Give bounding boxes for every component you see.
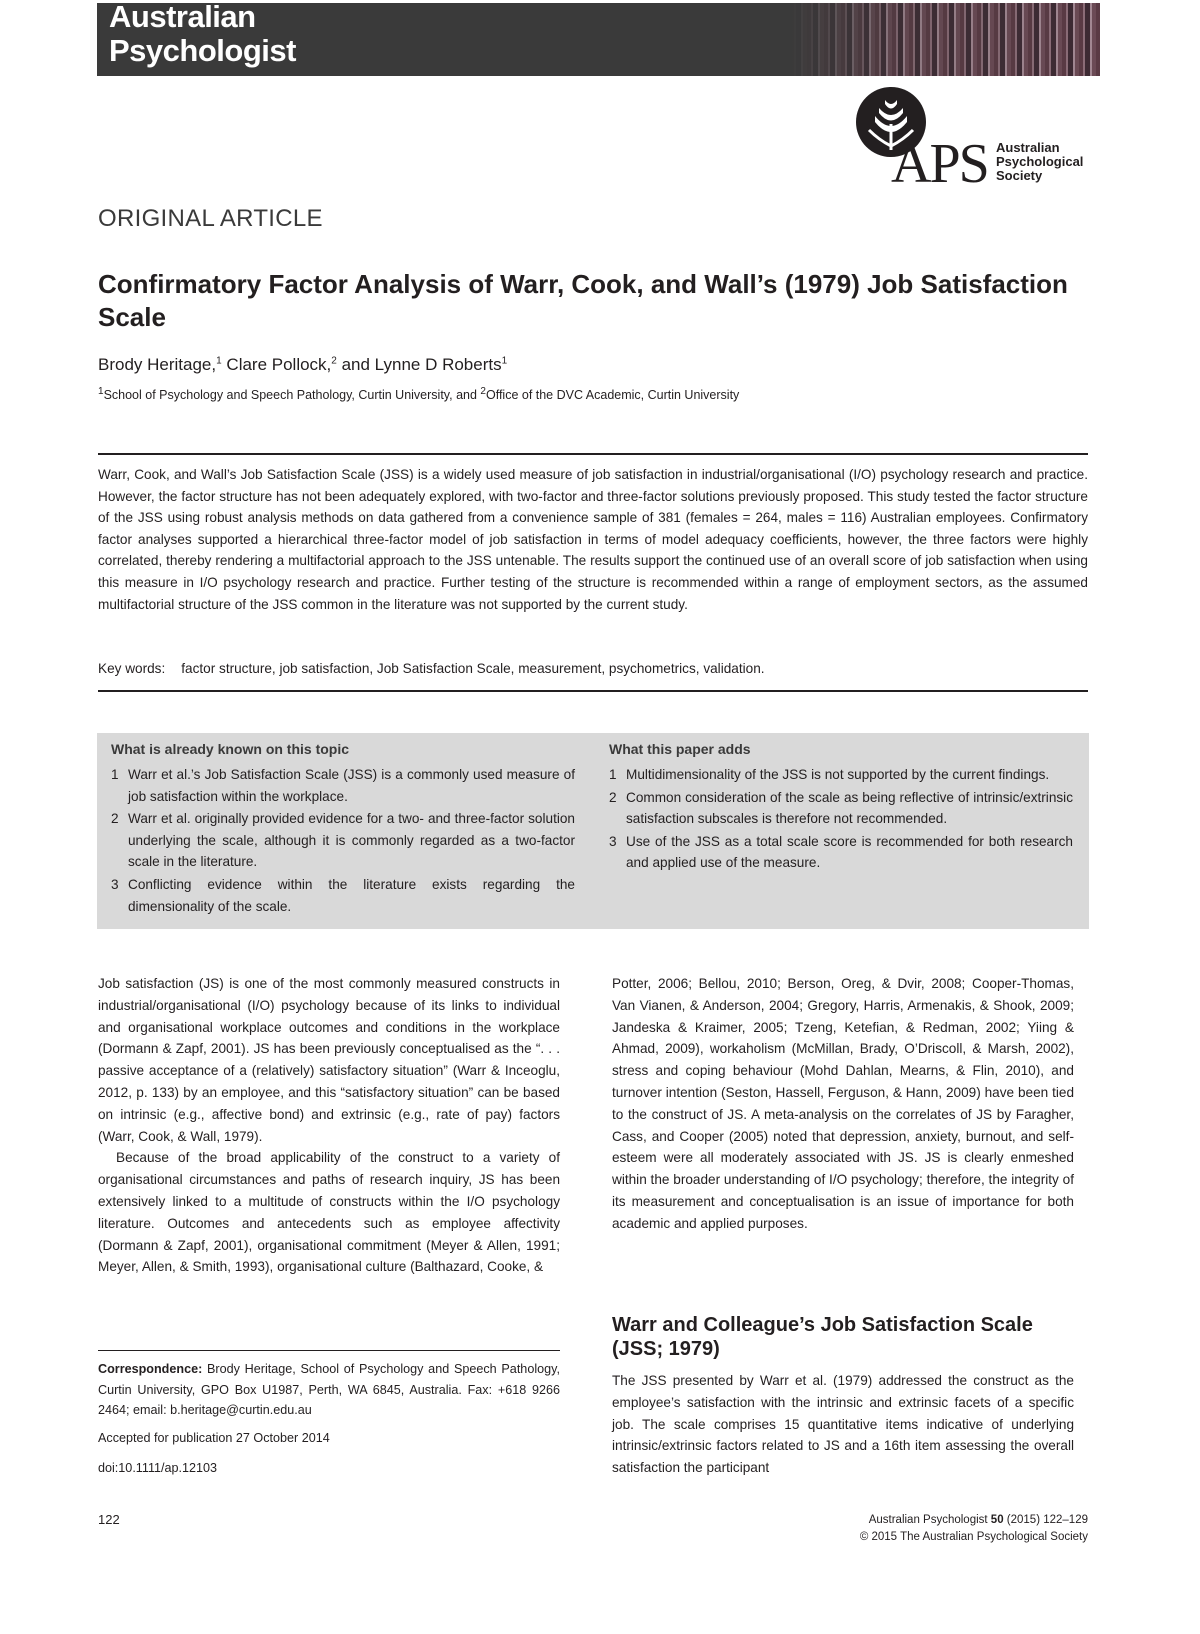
adds-column xyxy=(609,741,1073,875)
page-number: 122 xyxy=(98,1512,120,1527)
list-text: Conflicting evidence within the literature exists regarding the dimensionality of the scale. xyxy=(128,876,575,914)
abstract-top-rule xyxy=(98,453,1088,455)
abstract-text: Warr, Cook, and Wall’s Job Satisfaction Scale (JSS) is a widely used measure of job satisfaction in industrial/organisational (I/O) psychology research and practice. However, the factor structure has not been adequately explored, with two-factor and three-factor solutions previously proposed. This study tested the factor structure of the JSS using robust analysis methods on data gathered from a convenience sample of 381 (females = 264, males = 116) Australian employees. Confirmatory factor analyses supported a hierarchical three-factor model of job satisfaction in terms of model adequacy coefficients, however, the three factors were highly correlated, thereby rendering a multifactorial approach to the JSS untenable. The results support the continued use of an overall score of job satisfaction when using this measure in I/O psychology research and practice. Further testing of the structure is recommended within a range of employment sectors, as the assumed multifactorial structure of the JSS common in the literature was not supported by the current study. xyxy=(98,467,1088,612)
journal-citation xyxy=(860,1512,1088,1529)
keywords-list: factor structure, job satisfaction, Job Satisfaction Scale, measurement, psychometrics, validation. xyxy=(181,661,765,676)
known-column xyxy=(111,741,575,918)
affil-marker: 2 xyxy=(480,386,486,397)
author-affil-marker: 2 xyxy=(331,355,337,367)
list-item xyxy=(609,764,1073,786)
aps-society-name xyxy=(996,141,1083,183)
list-text: Use of the JSS as a total scale score is recommended for both research and applied use of the measure. xyxy=(626,833,1073,871)
list-text: Warr et al.’s Job Satisfaction Scale (JSS) is a commonly used measure of job satisfaction within the workplace. xyxy=(128,767,575,804)
article-type: ORIGINAL ARTICLE xyxy=(98,205,323,232)
aps-logo xyxy=(855,86,1085,196)
accepted-date: Accepted for publication 27 October 2014 xyxy=(98,1431,330,1445)
journal-banner xyxy=(97,3,1100,76)
list-item xyxy=(609,787,1073,830)
author-affil-marker: 1 xyxy=(501,355,508,367)
list-text: Multidimensionality of the JSS is not supported by the current findings. xyxy=(626,767,1050,782)
body-left-column xyxy=(98,973,560,1278)
list-number: 1 xyxy=(609,767,617,782)
keywords xyxy=(98,661,1088,676)
list-number: 2 xyxy=(609,789,617,805)
journal-name-line2: Psychologist xyxy=(109,33,296,68)
author-name: and Lynne D Roberts xyxy=(336,355,502,374)
affiliation-text: Office of the DVC Academic, Curtin University xyxy=(485,388,740,403)
aps-society-line2: Psychological xyxy=(996,154,1084,169)
list-number: 3 xyxy=(609,833,617,849)
journal-name-line1: Australian xyxy=(109,3,256,34)
affil-marker: 1 xyxy=(98,386,104,397)
affiliation-text: School of Psychology and Speech Pathology, Curtin University, and xyxy=(103,388,481,403)
section-heading: Warr and Colleague’s Job Satisfaction Scale (JSS; 1979) xyxy=(612,1314,1033,1360)
citation-prefix: Australian Psychologist xyxy=(868,1514,991,1526)
list-number: 3 xyxy=(111,876,119,892)
author-affil-marker: 1 xyxy=(216,355,222,367)
author-name: Clare Pollock, xyxy=(221,355,332,374)
list-text: Common consideration of the scale as being reflective of intrinsic/extrinsic satisfaction subscales is therefore not recommended. xyxy=(626,789,1073,827)
copyright: © 2015 The Australian Psychological Society xyxy=(859,1531,1088,1543)
citation-suffix: (2015) 122–129 xyxy=(1003,1514,1088,1526)
aps-society-line3: Society xyxy=(996,168,1043,183)
correspondence-label: Correspondence: xyxy=(98,1362,203,1376)
body-paragraph: Job satisfaction (JS) is one of the most commonly measured constructs in industrial/organisational (I/O) psychology because of its links to individual and organisational workplace outcomes and conditions in the workplace (Dormann & Zapf, 2001). JS has been previously conceptualised as the “. . . passive acceptance of a (relatively) satisfactory situation” (Warr & Inceoglu, 2012, p. 133) by an employee, and this “satisfactory situation” can be based on intrinsic (e.g., affective bond) and extrinsic (e.g., rate of pay) factors (Warr, Cook, & Wall, 1979). xyxy=(98,976,560,1144)
article-title: Confirmatory Factor Analysis of Warr, Cook, and Wall’s (1979) Job Satisfaction Scale xyxy=(98,269,1068,332)
aps-letters: APS xyxy=(891,133,988,195)
list-item xyxy=(111,808,575,873)
body-paragraph: Potter, 2006; Bellou, 2010; Berson, Oreg, & Dvir, 2008; Cooper-Thomas, Van Vianen, & Anderson, 2004; Gregory, Harris, Armenakis, & Shook, 2009; Jandeska & Kraimer, 2005; Tzeng, Ketefian, & Redman, 2002; Yiing & Ahmad, 2009), workaholism (McMillan, Brady, O’Driscoll, & Marsh, 2002), stress and coping behaviour (Mohd Dahlan, Mearns, & Flin, 2010), and turnover intention (Seston, Hassell, Ferguson, & Hann, 2009) have been tied to the construct of JS. A meta-analysis on the correlates of JS by Faragher, Cass, and Cooper (2005) noted that depression, anxiety, burnout, and self-esteem were all moderately associated with JS. JS is clearly enmeshed within the broader understanding of I/O psychology; therefore, the integrity of its measurement and conceptualisation is an issue of importance for both academic and applied purposes. xyxy=(612,976,1074,1231)
correspondence xyxy=(98,1359,560,1421)
banner-stripe-pattern xyxy=(790,3,1100,76)
list-item xyxy=(111,764,575,807)
citation-volume: 50 xyxy=(990,1514,1004,1526)
adds-heading: What this paper adds xyxy=(609,741,751,757)
affiliations xyxy=(98,386,739,402)
list-number: 1 xyxy=(111,767,119,782)
journal-name xyxy=(109,3,296,68)
body-paragraph: Because of the broad applicability of the construct to a variety of organisational circumstances and paths of research inquiry, JS has been extensively linked to a multitude of constructs within the I/O psychology literature. Outcomes and antecedents such as employee affectivity (Dormann & Zapf, 2001), organisational commitment (Meyer & Allen, 1991; Meyer, Allen, & Smith, 1993), organisational culture (Balthazard, Cooke, & xyxy=(98,1150,560,1275)
correspondence-text: Brody Heritage, School of Psychology and Speech Pathology, Curtin University, GPO Box U1987, Perth, WA 6845, Australia. Fax: +618 9266 2464; email: b.heritage@curtin.edu.au xyxy=(98,1362,560,1417)
summary-box xyxy=(97,733,1089,929)
abstract-bottom-rule xyxy=(98,690,1088,692)
body-right-column-continued xyxy=(612,1370,1074,1479)
keywords-label: Key words: xyxy=(98,661,166,676)
body-paragraph: The JSS presented by Warr et al. (1979) addressed the construct as the employee’s satisfaction with the intrinsic and extrinsic facets of a specific job. The scale comprises 15 quantitative items indicative of underlying intrinsic/extrinsic factors related to JS and a 16th item assessing the overall satisfaction the participant xyxy=(612,1373,1074,1476)
list-item xyxy=(609,831,1073,874)
known-heading: What is already known on this topic xyxy=(111,741,350,757)
journal-reference xyxy=(860,1512,1088,1546)
author-name: Brody Heritage, xyxy=(98,355,217,374)
body-right-column xyxy=(612,973,1074,1235)
list-item xyxy=(111,874,575,917)
author-list xyxy=(98,355,507,375)
doi: doi:10.1111/ap.12103 xyxy=(98,1461,218,1475)
footnote-rule xyxy=(98,1350,560,1351)
aps-society-line1: Australian xyxy=(996,140,1060,155)
list-text: Warr et al. originally provided evidence for a two- and three-factor solution underlying the scale, although it is commonly regarded as a two-factor scale in the literature. xyxy=(128,811,575,870)
list-number: 2 xyxy=(111,811,119,827)
